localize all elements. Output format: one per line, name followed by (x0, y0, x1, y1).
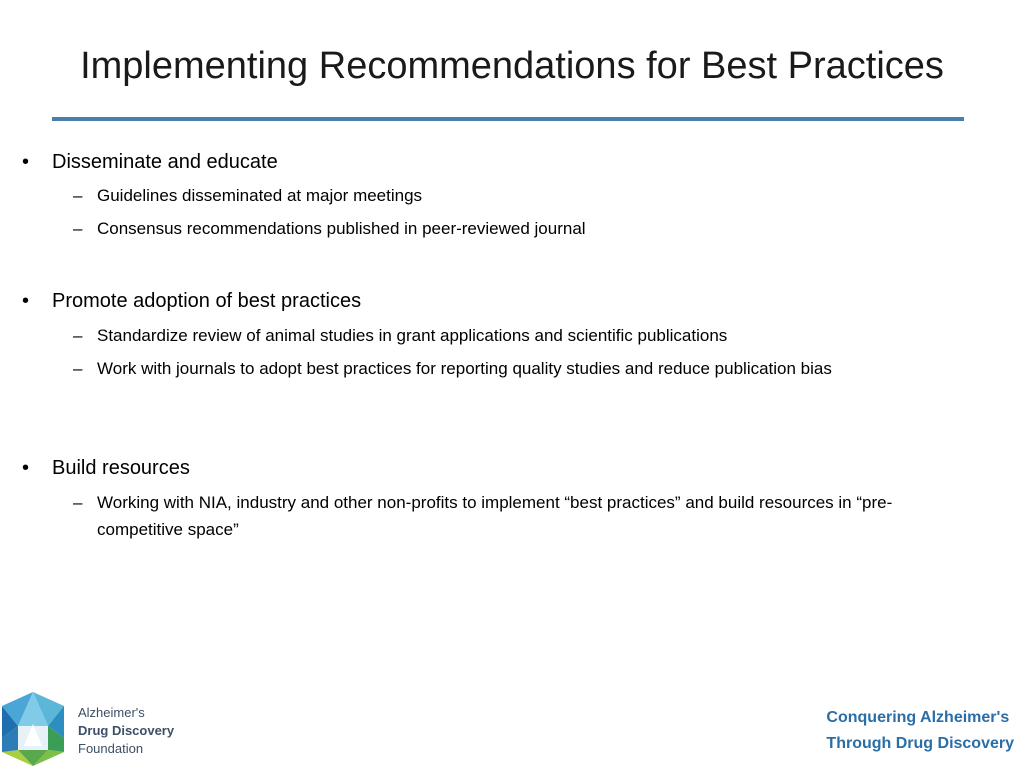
slide-title: Implementing Recommendations for Best Practices (80, 45, 944, 87)
sub-bullet-text: Standardize review of animal studies in grant applications and scientific publications (97, 326, 728, 345)
sub-bullet-mark: – (73, 186, 83, 205)
title-divider (52, 117, 964, 121)
logo-line: Alzheimer's (78, 705, 145, 720)
bullet-heading: Disseminate and educate (52, 151, 278, 173)
sub-bullet-mark: – (73, 493, 83, 512)
bullet-heading: Promote adoption of best practices (52, 290, 362, 312)
sub-bullet-text: Consensus recommendations published in peer-reviewed journal (97, 219, 586, 238)
sub-bullet (73, 355, 968, 382)
bullet-heading: Build resources (52, 457, 190, 479)
tagline-line: Conquering Alzheimer's (826, 709, 1010, 726)
sub-bullet-text: Work with journals to adopt best practices for reporting quality studies and reduce publication bias (97, 359, 832, 378)
sub-bullet-mark: – (73, 219, 83, 238)
logo-line: Foundation (78, 741, 144, 756)
sub-bullet (73, 489, 968, 543)
sub-bullet (73, 182, 968, 209)
bullet-mark: • (22, 151, 30, 173)
sub-bullet-text: Working with NIA, industry and other non-profits to implement “best practices” and build resources in “pre-competitive space” (97, 493, 893, 539)
logo-line: Drug Discovery (78, 723, 175, 738)
sub-bullet-mark: – (73, 326, 83, 345)
tagline (826, 705, 1014, 757)
bullet-mark: • (22, 457, 30, 479)
sub-bullet-mark: – (73, 359, 83, 378)
sub-bullet-text: Guidelines disseminated at major meetings (97, 186, 423, 205)
foundation-logo-text (78, 704, 174, 758)
bullet-mark: • (22, 290, 30, 312)
sub-bullet (73, 215, 968, 242)
tagline-line: Through Drug Discovery (826, 735, 1014, 752)
sub-bullet (73, 322, 968, 349)
